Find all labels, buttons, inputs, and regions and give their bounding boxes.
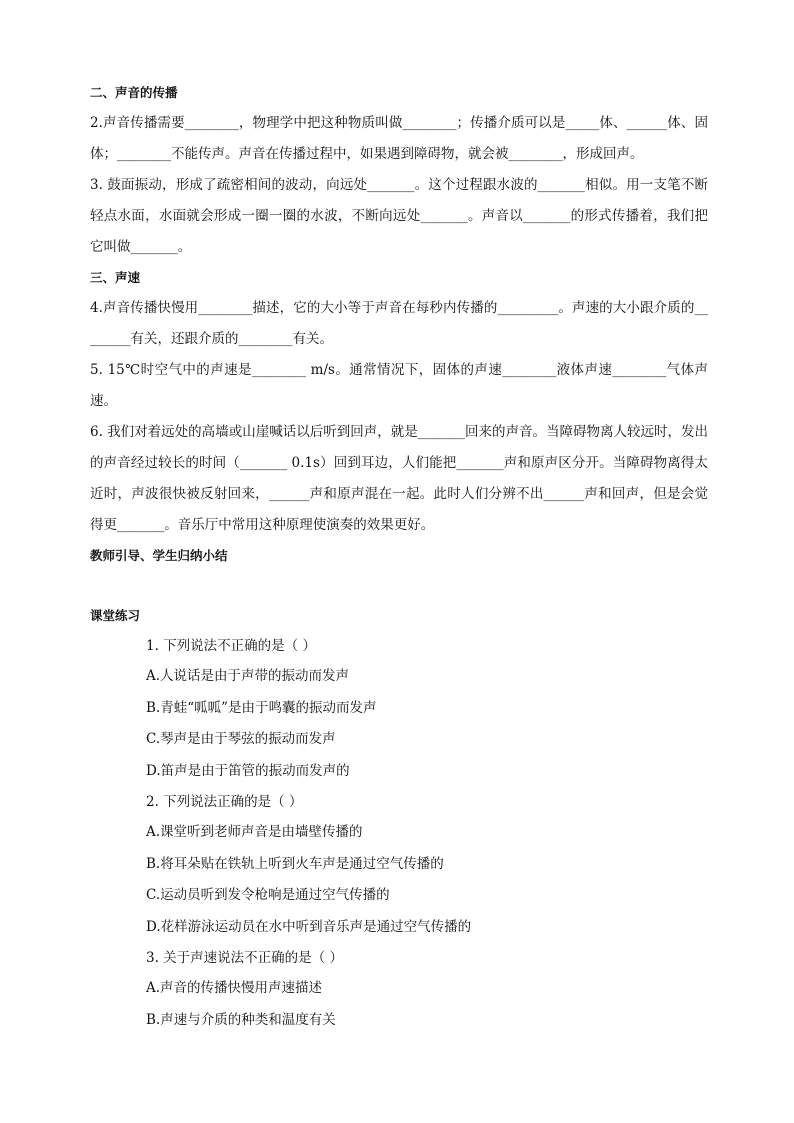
question-1-option-c: C.琴声是由于琴弦的振动而发声 — [146, 731, 336, 747]
section-title-exercise: 课堂练习 — [90, 608, 141, 623]
paragraph-2: 2.声音传播需要________，物理学中把这种物质叫做________；传播介质可以是_____体、______体、固体；________不能传声。声音在传播过程中，如果遇到障碍物，就会被________，形成回声。 — [90, 115, 708, 162]
paragraph-5: 5. 15℃时空气中的声速是________ m/s。通常情况下，固体的声速________液体声速________气体声速。 — [90, 362, 708, 409]
question-1-option-d: D.笛声是由于笛管的振动而发声的 — [146, 762, 350, 779]
section-title-propagation: 二、声音的传播 — [90, 85, 178, 100]
blank-spacer — [90, 571, 708, 601]
question-3-stem: 3. 关于声速说法不正确的是（ ） — [146, 950, 343, 966]
question-2-option-c: C.运动员听到发令枪响是通过空气传播的 — [146, 887, 390, 903]
question-3-option-a: A.声音的传播快慢用声速描述 — [146, 980, 323, 996]
paragraph-6: 6. 我们对着远处的高墙或山崖喊话以后听到回声，就是_______回来的声音。当障碍物离人较远时，发出的声音经过较长的时间（_______ 0.1s）回到耳边，人们能把_______声和原声区分开。当障碍物离得太近时，声波很快被反射回来，______声和原声混在一起。此时人们分辨不出______声和回声，但是会觉得更_______。音乐厅中常用这种原理使演奏的效果更好。 — [90, 424, 708, 533]
document-page — [90, 78, 708, 1036]
paragraph-4: 4.声音传播快慢用________描述，它的大小等于声音在每秒内传播的_________。声速的大小跟介质的________有关，还跟介质的________有关。 — [90, 300, 708, 347]
paragraph-3: 3. 鼓面振动，形成了疏密相间的波动，向远处_______。这个过程跟水波的_______相似。用一支笔不断轻点水面，水面就会形成一圈一圈的水波，不断向远处_______。声音以_______的形式传播着，我们把它叫做_______。 — [90, 177, 708, 255]
question-2-stem: 2. 下列说法正确的是（ ） — [146, 794, 303, 810]
question-2-option-d: D.花样游泳运动员在水中听到音乐声是通过空气传播的 — [146, 918, 472, 935]
question-1-stem: 1. 下列说法不正确的是（ ） — [146, 638, 316, 654]
section-title-speed: 三、声速 — [90, 270, 141, 285]
exercise-list — [90, 631, 708, 1036]
section-title-summary: 教师引导、学生归纳小结 — [90, 548, 228, 563]
question-1-option-b: B.青蛙“呱呱”是由于鸣囊的振动而发声 — [146, 699, 377, 716]
question-1-option-a: A.人说话是由于声带的振动而发声 — [146, 668, 350, 684]
question-2-option-a: A.课堂听到老师声音是由墙壁传播的 — [146, 824, 363, 840]
question-3-option-b: B.声速与介质的种类和温度有关 — [146, 1011, 336, 1028]
question-2-option-b: B.将耳朵贴在铁轨上听到火车声是通过空气传播的 — [146, 855, 444, 872]
